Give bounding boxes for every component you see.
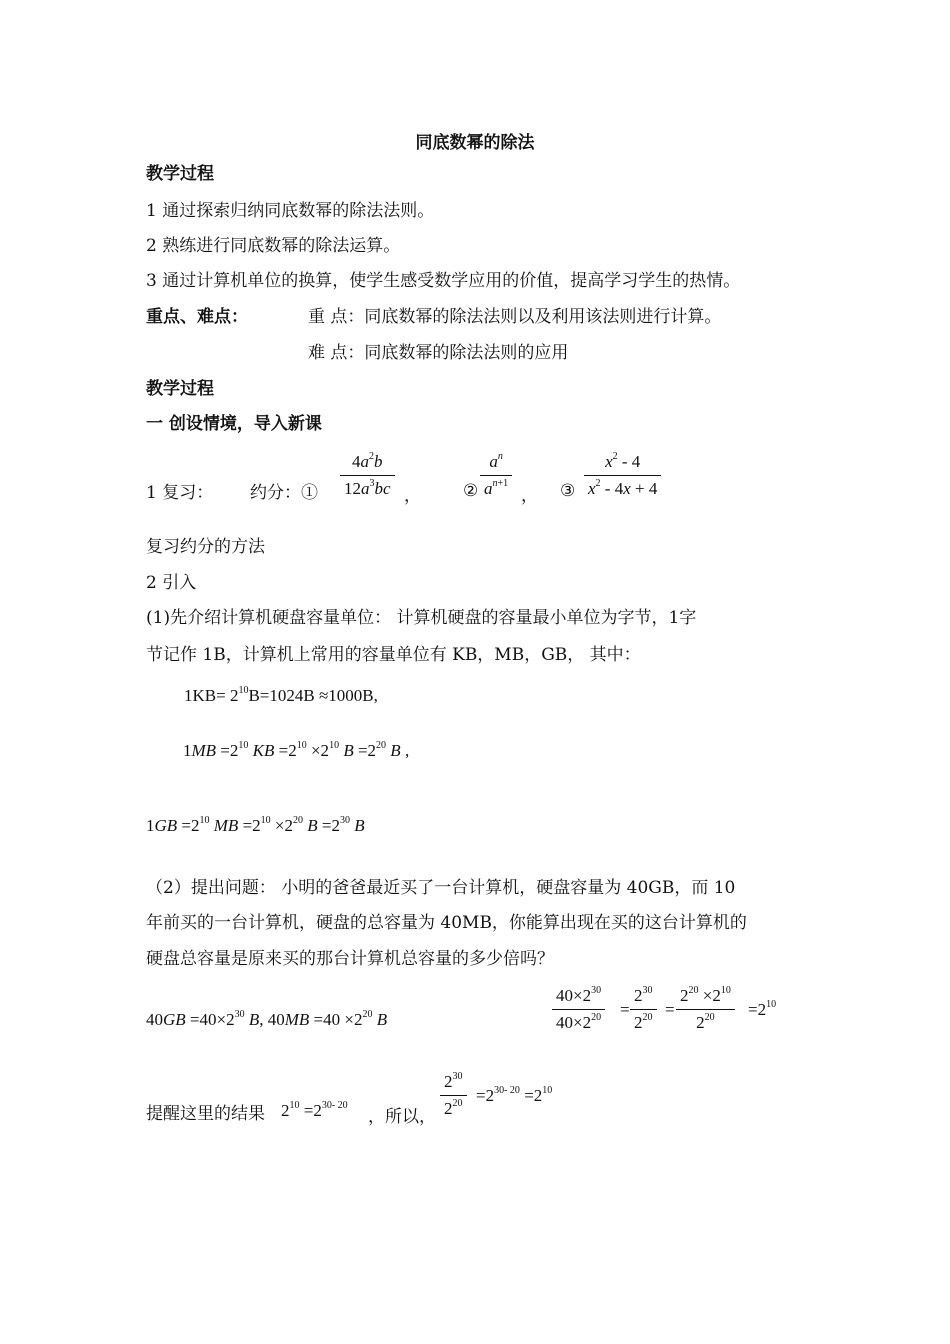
- paragraph-2-line-2: 年前买的一台计算机，硬盘的总容量为 40MB，你能算出现在买的这台计算机的: [146, 913, 747, 933]
- objective-1: 1 通过探索归纳同底数幂的除法法则。: [146, 201, 435, 221]
- fraction-1: $\frac{4a^2b}{12a^3bc}$: [340, 452, 395, 499]
- review-task: 约分：①: [250, 483, 318, 503]
- capacity-equation: $40GB =40\times 2^{30}$ B, $40MB =40 \times 2^{20}$ B: [146, 1009, 388, 1029]
- fraction-2: $\frac{a^n}{a^{n+1}}$: [480, 452, 512, 499]
- therefore-text: ，所以，: [368, 1107, 436, 1127]
- circled-3: ③: [560, 481, 576, 501]
- circled-2: ②: [463, 481, 479, 501]
- objective-2: 2 熟练进行同底数幂的除法运算。: [146, 236, 401, 256]
- kb-equation: $1KB= 2^{10}B=1024B \approx 1000B$,: [184, 685, 378, 705]
- intro-heading: 2 引入: [146, 573, 197, 593]
- section-heading-2: 教学过程: [146, 379, 214, 399]
- paragraph-2-line-1: （2）提出问题： 小明的爸爸最近买了一台计算机，硬盘容量为 40GB，而 10: [146, 878, 736, 898]
- final-fraction: $\frac{2^{30}}{2^{20}}$: [440, 1072, 467, 1119]
- ratio-fraction-1: $\frac{40\times 2^{30}}{40\times 2^{20}}$: [552, 986, 605, 1033]
- paragraph-2-line-3: 硬盘总容量是原来买的那台计算机总容量的多少倍吗？: [146, 949, 554, 969]
- mb-equation: $1MB =2^{10}$ KB $=2^{10} \times 2^{10}$ $B =2^{20}$ B ,: [183, 740, 410, 760]
- key-point: 重 点：同底数幂的除法法则以及利用该法则进行计算。: [308, 307, 722, 327]
- ratio-fraction-2: $\frac{2^{30}}{2^{20}}$: [630, 986, 657, 1033]
- equals-sign: =: [620, 1000, 630, 1019]
- objective-3: 3 通过计算机单位的换算，使学生感受数学应用的价值，提高学习学生的热情。: [146, 271, 741, 291]
- review-method: 复习约分的方法: [146, 537, 265, 557]
- key-label: 重点、难点：: [146, 307, 248, 327]
- page-title: 同底数幂的除法: [415, 133, 535, 153]
- comma: ，: [404, 486, 421, 506]
- section-heading: 教学过程: [146, 164, 214, 184]
- comma: ，: [521, 486, 538, 506]
- hard-point: 难 点：同底数幂的除法法则的应用: [308, 343, 569, 363]
- remind-equation: $2^{10} =2^{30- 20}$: [281, 1100, 348, 1120]
- part-heading: 一 创设情境，导入新课: [146, 414, 322, 434]
- equals-sign: =: [665, 1000, 675, 1019]
- remind-text: 提醒这里的结果: [146, 1104, 265, 1124]
- ratio-result: $=2^{10}$: [748, 999, 777, 1019]
- paragraph-1-line-2: 节记作 1B，计算机上常用的容量单位有 KB，MB，GB， 其中：: [146, 645, 641, 665]
- final-equation: $=2^{30- 20} =2^{10}$: [476, 1085, 553, 1105]
- paragraph-1-line-1: (1)先介绍计算机硬盘容量单位： 计算机硬盘的容量最小单位为字节，1字: [146, 608, 697, 628]
- fraction-3: $\frac{x^2 - 4}{x^2 - 4x + 4}$: [584, 452, 661, 499]
- review-label: 1 复习：: [146, 483, 214, 503]
- gb-equation: $1GB =2^{10}$ MB $=2^{10} \times 2^{20}$ $B =2^{30}$ B: [146, 815, 365, 835]
- ratio-fraction-3: $\frac{2^{20} \times 2^{10}}{2^{20}}$: [676, 986, 735, 1033]
